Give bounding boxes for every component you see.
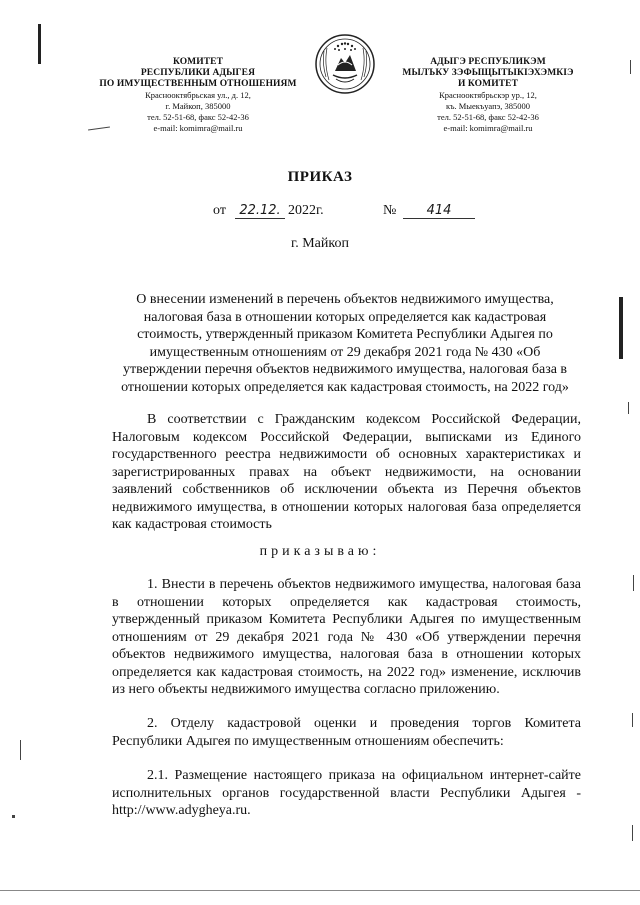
preamble-text: В соответствии с Гражданским кодексом Российской Федерации, Налоговым кодексом Российской Федерации, выписками из Единого государственного реестра недвижимости об основных характеристиках и зарегистрированных правах на объект недвижимости, на основании заявлений собственников об исключении объекта из Перечня объектов недвижимого имущества, в отношении которых налоговая база определяется как кадастровая стоимость [112, 412, 581, 532]
scan-artifact [632, 825, 633, 841]
number-sign: № [383, 203, 397, 218]
document-subject: О внесении изменений в перечень объектов недвижимого имущества, налоговая база в отношении которых определяется как кадастровая стоимость, утвержденный приказом Комитета Республики Адыгея по имущественным отношениям от 29 декабря 2021 года № 430 «Об утверждении перечня объектов недвижимого имущества, налоговая база в отношении которых определяется как кадастровая стоимость, на 2022 год» [121, 292, 569, 395]
document-title: ПРИКАЗ [287, 169, 353, 185]
header-right-line2: МЫЛЪКУ ЗЭФЫЩЫТЫКІЭХЭМКІЭ [402, 68, 574, 78]
header-left-phone: тел. 52-51-68, факс 52-42-36 [147, 112, 249, 122]
scan-artifact [38, 24, 41, 64]
header-right [388, 57, 588, 134]
city-line: г. Майкоп [291, 236, 349, 251]
scan-artifact [20, 740, 21, 760]
scan-artifact [632, 713, 633, 727]
item-1-text: 1. Внести в перечень объектов недвижимого имущества, налоговая база в отношении которых определяется как кадастровая стоимость, утвержденный приказом Комитета Республики Адыгея по имущественным отношениям от 29 декабря 2021 года № 430 «Об утверждении перечня объектов недвижимого имущества, налоговая база в отношении которых определяется как кадастровая стоимость, на 2022 год» изменение, исключив из него объекты недвижимого имущества согласно приложению. [112, 577, 581, 697]
handwritten-number: 414 [403, 204, 475, 219]
header-left [98, 57, 298, 134]
item-2-paragraph [112, 715, 581, 750]
scan-artifact [628, 402, 629, 414]
header-right-line1: АДЫГЭ РЕСПУБЛИКЭМ [430, 57, 546, 67]
header-left-line3: ПО ИМУЩЕСТВЕННЫМ ОТНОШЕНИЯМ [99, 79, 297, 89]
header-left-email: e-mail: komimra@mail.ru [153, 123, 243, 133]
header-left-line1: КОМИТЕТ [172, 57, 224, 67]
header-right-city: къ. Мыекъуапэ, 385000 [445, 101, 531, 111]
item-2-text: 2. Отделу кадастровой оценки и проведения торгов Комитета Республики Адыгея по имущественным отношениям обеспечить: [112, 716, 581, 749]
header-right-email: e-mail: komimra@mail.ru [443, 123, 533, 133]
item-2-1-text: 2.1. Размещение настоящего приказа на официальном интернет-сайте исполнительных органов государственной власти Республики Адыгея - http://www.adygheya.ru. [112, 768, 581, 818]
date-prefix: от [213, 203, 226, 218]
header-left-line2: РЕСПУБЛИКИ АДЫГЕЯ [140, 68, 256, 78]
page-edge-line [0, 890, 640, 891]
header-right-phone: тел. 52-51-68, факс 52-42-36 [437, 112, 539, 122]
coat-of-arms-icon [314, 33, 376, 95]
date-field [235, 203, 285, 219]
header-left-city: г. Майкоп, 385000 [165, 101, 231, 111]
number-field [403, 203, 475, 219]
scan-artifact [630, 60, 631, 74]
date-year: 2022г. [288, 203, 324, 218]
scan-artifact [619, 297, 623, 359]
header-right-line3: И КОМИТЕТ [457, 79, 519, 89]
handwritten-date: 22.12. [235, 204, 285, 219]
scan-artifact [633, 575, 634, 591]
scan-artifact [12, 815, 15, 818]
preamble-paragraph [112, 411, 581, 534]
order-word: приказываю: [259, 544, 381, 559]
header-left-address: Краснооктябрьская ул., д. 12, [145, 90, 251, 100]
item-1-paragraph [112, 576, 581, 699]
header-right-address: Краснооктябрьскэр ур., 12, [439, 90, 537, 100]
item-2-1-paragraph [112, 767, 581, 820]
